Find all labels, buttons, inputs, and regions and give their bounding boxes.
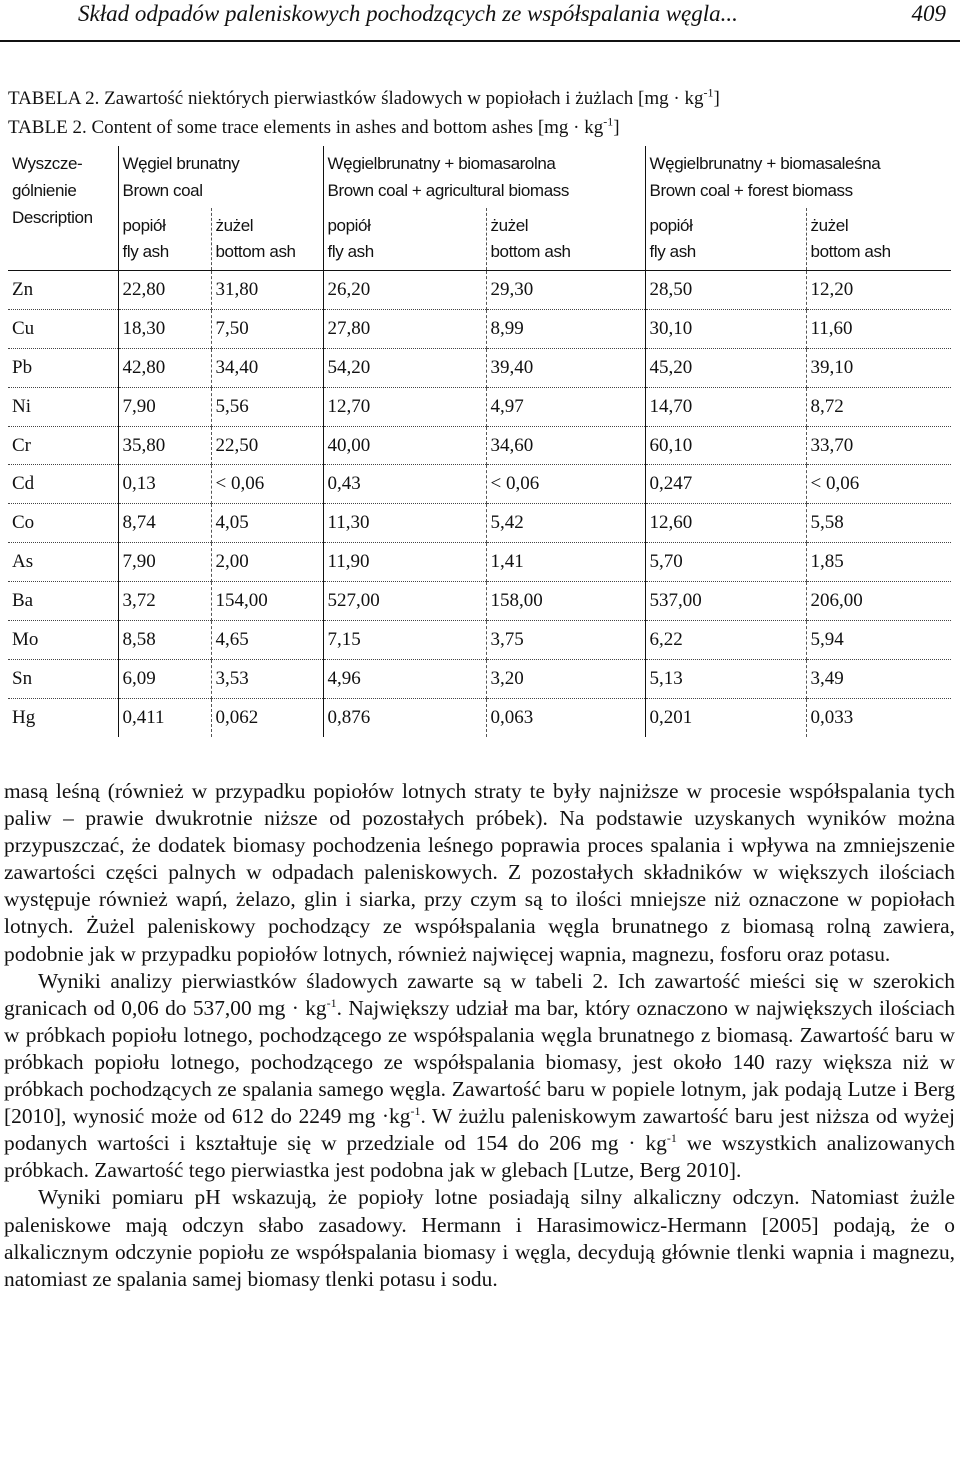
sub-header-en: fly ash [122,242,169,261]
value-cell: 11,90 [323,543,486,582]
sub-header [118,208,211,271]
value-cell: 0,13 [118,465,211,504]
sub-header-pl: żużel [215,216,254,235]
value-cell: 60,10 [645,426,806,465]
sub-header [645,208,806,271]
value-cell: 4,05 [211,504,323,543]
value-cell: 4,97 [486,387,645,426]
element-symbol: Mo [8,621,118,660]
description-header [8,146,118,271]
value-cell: 18,30 [118,309,211,348]
value-cell: 0,063 [486,698,645,736]
value-cell: 11,60 [806,309,951,348]
value-cell: 8,58 [118,621,211,660]
element-symbol: Ni [8,387,118,426]
paragraph-text: Wyniki analizy pierwiastków śladowych zawarte są w tabeli 2. Ich zawartość mieści się w szerokich granicach od 0,06 do 537,00 mg · kg [4,968,955,1020]
element-symbol: Hg [8,698,118,736]
value-cell: 0,201 [645,698,806,736]
sub-header-pl: żużel [490,216,529,235]
value-cell: 54,20 [323,348,486,387]
group-1-pl: Węgiel brunatny [122,154,240,173]
group-3-pl: Węgielbrunatny + biomasaleśna [649,154,881,173]
table-header-subcolumns [8,208,951,271]
value-cell: 5,13 [645,659,806,698]
value-cell: 537,00 [645,582,806,621]
element-symbol: Co [8,504,118,543]
group-2-en: Brown coal + agricultural biomass [327,181,569,200]
value-cell: < 0,06 [211,465,323,504]
value-cell: 22,50 [211,426,323,465]
caption-pl-text: TABELA 2. Zawartość niektórych pierwiastków śladowych w popiołach i żużlach [mg · kg [8,88,704,109]
sub-header-pl: popiół [649,216,693,235]
table-header-groups [8,146,951,208]
value-cell: 3,49 [806,659,951,698]
sub-header-pl: popiół [122,216,166,235]
value-cell: 40,00 [323,426,486,465]
sub-header-en: fly ash [649,242,696,261]
value-cell: 7,90 [118,387,211,426]
table-row [8,621,951,660]
element-symbol: As [8,543,118,582]
value-cell: 4,65 [211,621,323,660]
value-cell: 33,70 [806,426,951,465]
element-symbol: Zn [8,271,118,310]
caption-en-close: ] [613,117,620,138]
paragraph: Wyniki pomiaru pH wskazują, że popioły lotne posiadają silny alkaliczny odczyn. Natomiast żużle paleniskowe mają odczyn słabo zasadowy. Hermann i Harasimowicz-Hermann [2005] podają, że o alkalicznym odczynie popiołu ze współspalania biomasy i węgla, decydują głównie tlenki wapnia i magnezu, natomiast ze spalania samej biomasy tlenki potasu i sodu. [4,1185,955,1291]
value-cell: < 0,06 [806,465,951,504]
table-row [8,465,951,504]
value-cell: 29,30 [486,271,645,310]
sub-header-en: bottom ash [810,242,891,261]
value-cell: 7,90 [118,543,211,582]
value-cell: 34,40 [211,348,323,387]
table-row [8,387,951,426]
value-cell: 42,80 [118,348,211,387]
value-cell: 2,00 [211,543,323,582]
value-cell: 39,10 [806,348,951,387]
unit-exponent: -1 [666,1131,677,1146]
value-cell: 45,20 [645,348,806,387]
sub-header [486,208,645,271]
caption-pl-exponent: -1 [703,85,714,100]
table-row [8,698,951,736]
table-row [8,348,951,387]
paragraph-text: . Największy udział ma bar, który oznaczono w największych ilościach w próbkach popiołu lotnego, pochodzącego ze współspalania węgla brunatnego z biomasą. Zawartość baru w próbkach popiołu lotnego, pochodzącego ze współspalania biomasy, jest około 140 razy większa niż w próbkach pochodzących ze spalania samego węgla. Zawartość baru w popiele lotnym, jak podają Lutze i Berg [2010], wynosić może od 612 do 2249 mg ·kg [4,995,955,1129]
sub-header [211,208,323,271]
element-symbol: Cr [8,426,118,465]
value-cell: 0,062 [211,698,323,736]
element-symbol: Sn [8,659,118,698]
value-cell: 3,20 [486,659,645,698]
table-row [8,426,951,465]
value-cell: 11,30 [323,504,486,543]
table-row [8,504,951,543]
paragraph-text: . W żużlu paleniskowym zawartość baru jest niższa od wyżej podanych wartości i kształtuje się w przedziale od 154 do 206 mg · kg [4,1104,956,1156]
sub-header-en: fly ash [327,242,374,261]
table-row [8,543,951,582]
value-cell: 8,99 [486,309,645,348]
value-cell: 31,80 [211,271,323,310]
value-cell: 26,20 [323,271,486,310]
page-number: 409 [911,1,946,26]
value-cell: 0,247 [645,465,806,504]
sub-header [323,208,486,271]
value-cell: 14,70 [645,387,806,426]
value-cell: 158,00 [486,582,645,621]
running-head [0,0,960,42]
value-cell: 8,72 [806,387,951,426]
sub-header-en: bottom ash [490,242,571,261]
table-row [8,659,951,698]
value-cell: 6,22 [645,621,806,660]
paragraph [4,968,955,1185]
value-cell: 0,033 [806,698,951,736]
sub-header-en: bottom ash [215,242,296,261]
element-symbol: Ba [8,582,118,621]
value-cell: 154,00 [211,582,323,621]
value-cell: 22,80 [118,271,211,310]
table-row [8,271,951,310]
unit-exponent: -1 [410,1104,421,1118]
caption-en-text: TABLE 2. Content of some trace elements in ashes and bottom ashes [mg · kg [8,117,604,138]
value-cell: 7,15 [323,621,486,660]
value-cell: 34,60 [486,426,645,465]
value-cell: < 0,06 [486,465,645,504]
table-row [8,582,951,621]
caption-pl-close: ] [713,88,720,109]
table-body [8,271,951,737]
element-symbol: Pb [8,348,118,387]
group-header-brown-coal [118,146,323,208]
value-cell: 5,70 [645,543,806,582]
description-header-pl: Wyszcze-gólnienie [12,154,83,200]
sub-header-pl: żużel [810,216,849,235]
value-cell: 0,876 [323,698,486,736]
value-cell: 0,43 [323,465,486,504]
value-cell: 3,72 [118,582,211,621]
sub-header [806,208,951,271]
body-text [4,778,955,1293]
table-row [8,309,951,348]
caption-en-exponent: -1 [603,114,614,129]
value-cell: 5,94 [806,621,951,660]
value-cell: 1,41 [486,543,645,582]
value-cell: 5,58 [806,504,951,543]
value-cell: 0,411 [118,698,211,736]
value-cell: 206,00 [806,582,951,621]
value-cell: 7,50 [211,309,323,348]
value-cell: 35,80 [118,426,211,465]
table-caption-pl [8,85,720,110]
value-cell: 4,96 [323,659,486,698]
element-symbol: Cd [8,465,118,504]
value-cell: 6,09 [118,659,211,698]
value-cell: 12,60 [645,504,806,543]
value-cell: 527,00 [323,582,486,621]
table-caption-en [8,114,620,139]
element-symbol: Cu [8,309,118,348]
value-cell: 39,40 [486,348,645,387]
value-cell: 5,42 [486,504,645,543]
unit-exponent: -1 [326,995,337,1010]
value-cell: 12,20 [806,271,951,310]
paragraph-text: we wszystkich analizowanych próbkach. Zawartość tego pierwiastka jest podobna jak w glebach [Lutze, Berg 2010]. [4,1131,955,1183]
value-cell: 8,74 [118,504,211,543]
group-header-agricultural [323,146,645,208]
value-cell: 3,75 [486,621,645,660]
value-cell: 27,80 [323,309,486,348]
value-cell: 12,70 [323,387,486,426]
sub-header-pl: popiół [327,216,371,235]
group-3-en: Brown coal + forest biomass [649,181,853,200]
trace-elements-table [8,146,951,737]
paragraph: masą leśną (również w przypadku popiołów lotnych straty te były najniższe w procesie współspalania tych paliw – prawie dwukrotnie niższe od pozostałych próbek). Na podstawie uzyskanych wyników można przypuszczać, że dodatek biomasy pochodzenia leśnego poprawia proces spalania i wpływa na zmniejszenie zawartości części palnych w odpadach paleniskowych. Z pozostałych składników w większych ilościach występuje również wapń, żelazo, glin i siarka, przy czym są to ilości mniejsze niż oznaczone w popiołach lotnych. Żużel paleniskowy pochodzący ze współspalania węgla brunatnego z biomasą rolną zawiera, podobnie jak w przypadku popiołów lotnych, również najwięcej wapnia, magnezu, fosforu oraz potasu. [4,779,955,966]
description-header-en: Description [12,208,93,227]
value-cell: 28,50 [645,271,806,310]
group-header-forest [645,146,951,208]
value-cell: 30,10 [645,309,806,348]
group-2-pl: Węgielbrunatny + biomasarolna [327,154,556,173]
running-head-title: Skład odpadów paleniskowych pochodzących ze współspalania węgla... [78,1,738,26]
value-cell: 5,56 [211,387,323,426]
value-cell: 3,53 [211,659,323,698]
value-cell: 1,85 [806,543,951,582]
group-1-en: Brown coal [122,181,203,200]
